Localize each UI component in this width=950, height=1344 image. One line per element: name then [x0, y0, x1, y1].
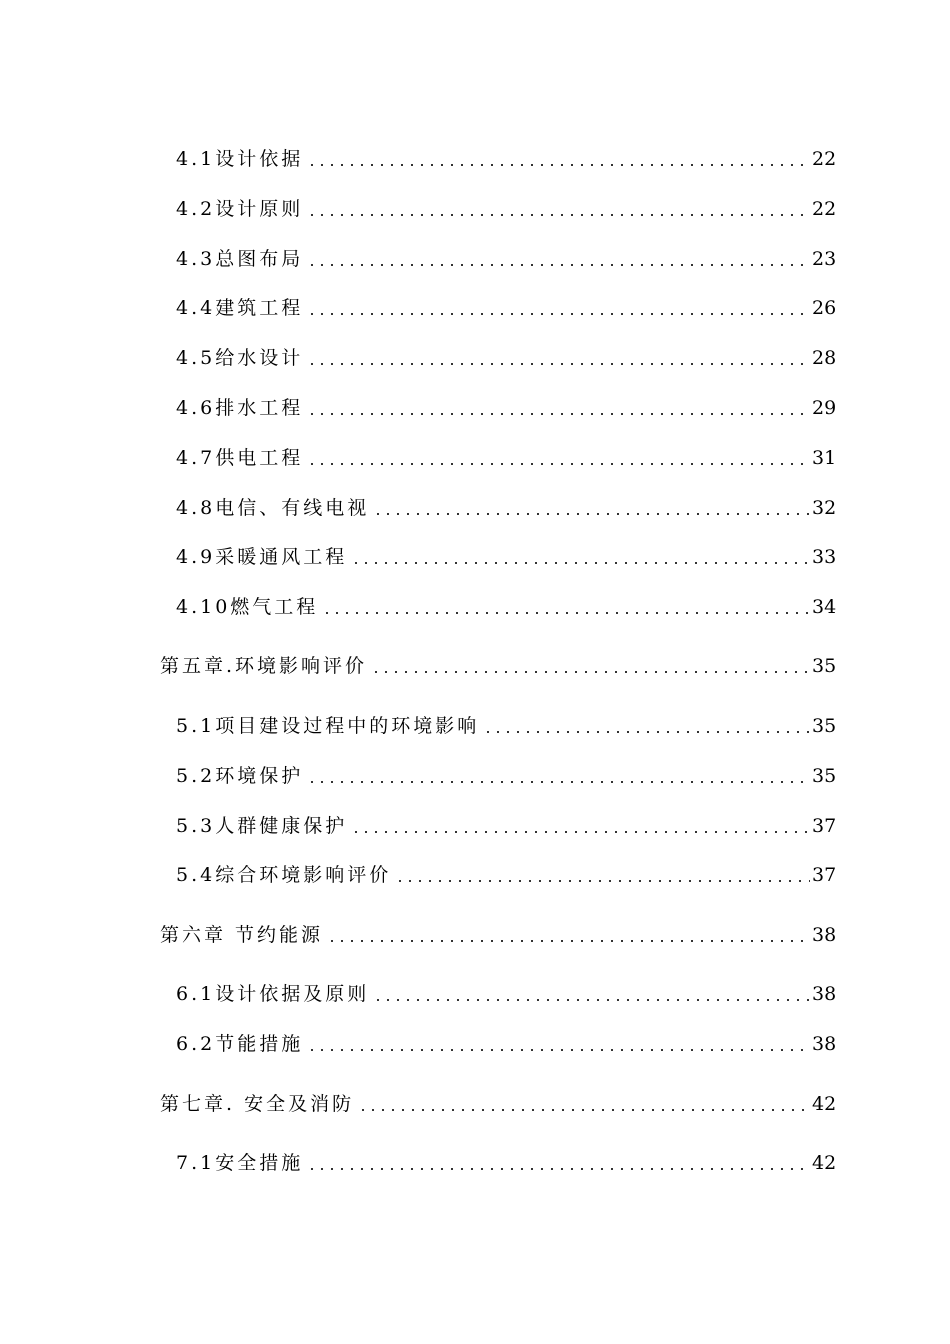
toc-entry-page: 38	[812, 1033, 837, 1055]
toc-entry-title: 5.2环境保护	[176, 761, 305, 791]
toc-entry[interactable]	[0, 293, 950, 323]
toc-entry-page: 29	[812, 397, 837, 419]
toc-dot-leader	[351, 542, 810, 572]
toc-entry-page: 33	[812, 546, 837, 568]
toc-dot-leader	[322, 592, 810, 622]
toc-dot-leader	[307, 761, 810, 791]
toc-dot-leader	[307, 244, 810, 274]
toc-dot-leader	[351, 811, 810, 841]
toc-dot-leader	[373, 979, 810, 1009]
toc-entry-title: 6.1设计依据及原则	[176, 979, 371, 1009]
toc-dot-leader	[395, 860, 810, 890]
toc-entry-page: 42	[812, 1093, 837, 1115]
toc-entry-title: 4.3总图布局	[176, 244, 305, 274]
toc-dot-leader	[307, 1029, 810, 1059]
toc-entry-title: 4.8电信、有线电视	[176, 493, 371, 523]
toc-entry-title: 7.1安全措施	[176, 1148, 305, 1178]
toc-entry[interactable]	[0, 592, 950, 622]
toc-entry[interactable]	[0, 244, 950, 274]
toc-entry-title: 5.4综合环境影响评价	[176, 860, 393, 890]
toc-entry-page: 38	[812, 924, 837, 946]
toc-entry[interactable]	[0, 979, 950, 1009]
toc-dot-leader	[327, 920, 810, 950]
toc-entry[interactable]	[0, 194, 950, 224]
toc-entry[interactable]	[0, 1029, 950, 1059]
toc-entry-title: 4.7供电工程	[176, 443, 305, 473]
toc-entry-title: 6.2节能措施	[176, 1029, 305, 1059]
toc-dot-leader	[307, 1148, 810, 1178]
toc-entry-title: 4.9采暖通风工程	[176, 542, 349, 572]
toc-entry-title: 4.6排水工程	[176, 393, 305, 423]
toc-entry[interactable]	[0, 144, 950, 174]
toc-chapter-entry[interactable]	[0, 920, 950, 950]
toc-entry-page: 38	[812, 983, 837, 1005]
toc-entry-title: 第六章 节约能源	[160, 920, 325, 950]
toc-chapter-entry[interactable]	[0, 1089, 950, 1119]
toc-entry-page: 23	[812, 248, 837, 270]
toc-entry-page: 22	[812, 198, 837, 220]
toc-dot-leader	[371, 651, 810, 681]
toc-entry-page: 34	[812, 596, 837, 618]
toc-entry-page: 42	[812, 1152, 837, 1174]
toc-entry[interactable]	[0, 493, 950, 523]
toc-entry[interactable]	[0, 542, 950, 572]
toc-dot-leader	[483, 711, 810, 741]
toc-chapter-entry[interactable]	[0, 651, 950, 681]
toc-entry-page: 31	[812, 447, 837, 469]
toc-entry-page: 37	[812, 864, 837, 886]
toc-dot-leader	[373, 493, 810, 523]
toc-entry-title: 5.1项目建设过程中的环境影响	[176, 711, 481, 741]
toc-entry-page: 35	[812, 765, 837, 787]
toc-entry[interactable]	[0, 711, 950, 741]
toc-dot-leader	[307, 144, 810, 174]
toc-dot-leader	[307, 293, 810, 323]
toc-dot-leader	[358, 1089, 810, 1119]
toc-dot-leader	[307, 194, 810, 224]
toc-entry[interactable]	[0, 860, 950, 890]
toc-dot-leader	[307, 343, 810, 373]
toc-entry-title: 4.5给水设计	[176, 343, 305, 373]
toc-entry[interactable]	[0, 1148, 950, 1178]
toc-entry-title: 5.3人群健康保护	[176, 811, 349, 841]
toc-entry-page: 35	[812, 655, 837, 677]
toc-dot-leader	[307, 443, 810, 473]
toc-entry-title: 4.10燃气工程	[176, 592, 320, 622]
toc-entry-page: 28	[812, 347, 837, 369]
toc-entry-title: 4.4建筑工程	[176, 293, 305, 323]
toc-entry-title: 第七章. 安全及消防	[160, 1089, 356, 1119]
toc-entry[interactable]	[0, 811, 950, 841]
toc-entry-page: 35	[812, 715, 837, 737]
toc-entry-title: 4.2设计原则	[176, 194, 305, 224]
toc-entry-title: 第五章.环境影响评价	[160, 651, 369, 681]
toc-entry[interactable]	[0, 393, 950, 423]
toc-entry[interactable]	[0, 343, 950, 373]
toc-dot-leader	[307, 393, 810, 423]
toc-entry-page: 26	[812, 297, 837, 319]
toc-entry[interactable]	[0, 443, 950, 473]
toc-entry-page: 22	[812, 148, 837, 170]
toc-entry-title: 4.1设计依据	[176, 144, 305, 174]
toc-entry-page: 32	[812, 497, 837, 519]
toc-entry[interactable]	[0, 761, 950, 791]
toc-entry-page: 37	[812, 815, 837, 837]
